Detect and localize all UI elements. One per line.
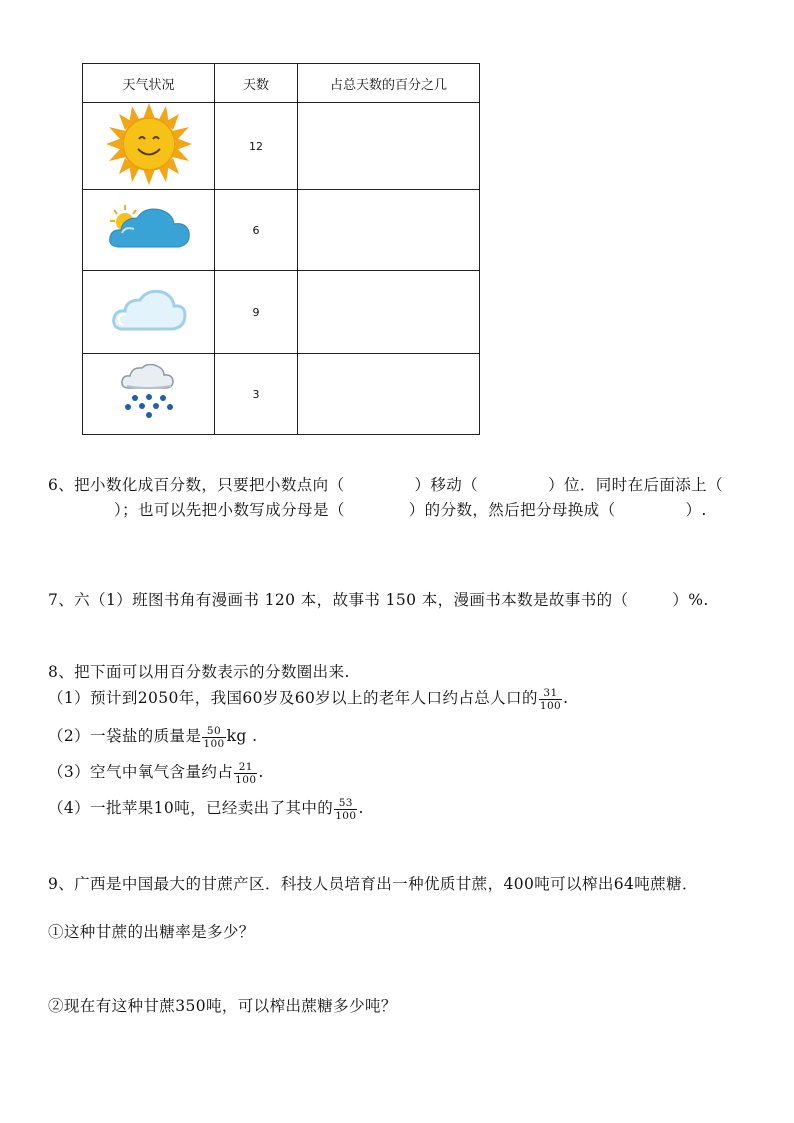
q6-text: 6、把小数化成百分数，只要把小数点向（ <box>48 476 345 494</box>
item-text: （2）一袋盐的质量是 <box>48 727 202 745</box>
q7-text: ）%. <box>672 591 709 609</box>
fraction-denominator: 100 <box>539 699 562 712</box>
fraction <box>202 725 225 750</box>
question-9-intro: 9、广西是中国最大的甘蔗产区．科技人员培育出一种优质甘蔗，400吨可以榨出64吨蔗糖． <box>48 875 698 893</box>
weather-cell <box>83 103 215 190</box>
fraction-numerator: 21 <box>234 761 257 774</box>
fraction <box>334 797 357 822</box>
table-header-row <box>83 64 480 103</box>
cloudy-icon <box>111 286 187 334</box>
question-8-item <box>48 760 746 786</box>
question-9-sub1: ①这种甘蔗的出糖率是多少？ <box>48 923 255 941</box>
percent-cell <box>298 271 480 354</box>
item-text: （1）预计到2050年，我国60岁及60岁以上的老年人口约占总人口的 <box>48 689 538 707</box>
percent-cell <box>298 354 480 435</box>
days-cell: 6 <box>215 190 298 271</box>
fraction-numerator: 31 <box>539 687 562 700</box>
fraction <box>539 687 562 712</box>
fraction-denominator: 100 <box>203 737 225 750</box>
weather-cell <box>83 271 215 354</box>
header-percent: 占总天数的百分之几 <box>298 64 480 103</box>
item-text: （4）一批苹果10吨，已经卖出了其中的 <box>48 799 334 817</box>
item-text: . <box>358 799 364 817</box>
question-9-sub2: ②现在有这种甘蔗350吨，可以榨出蔗糖多少吨？ <box>48 997 397 1015</box>
table-row <box>83 354 480 435</box>
item-text: kg . <box>226 727 258 745</box>
days-cell: 9 <box>215 271 298 354</box>
question-8-item <box>48 686 746 712</box>
item-text: （3）空气中氧气含量约占 <box>48 763 234 781</box>
q6-text: ）的分数，然后把分母换成（ <box>408 500 616 519</box>
item-text: . <box>258 763 264 781</box>
table-row <box>83 103 480 190</box>
header-days: 天数 <box>215 64 298 103</box>
snow-icon <box>119 364 179 420</box>
q7-text: 7、六（1）班图书角有漫画书 120 本，故事书 150 本，漫画书本数是故事书的（ <box>48 591 629 609</box>
weather-cell <box>83 190 215 271</box>
header-weather: 天气状况 <box>83 64 215 103</box>
sun-icon <box>106 103 192 185</box>
q6-text: ）移动（ <box>414 476 479 494</box>
question-8-item <box>48 796 746 822</box>
table-row <box>83 271 480 354</box>
days-cell: 12 <box>215 103 298 190</box>
days-cell: 3 <box>215 354 298 435</box>
percent-cell <box>298 103 480 190</box>
table-row <box>83 190 480 271</box>
weather-cell <box>83 354 215 435</box>
fraction-denominator: 100 <box>335 809 357 822</box>
weather-table <box>82 63 480 435</box>
fraction-numerator: 50 <box>202 725 225 738</box>
fraction <box>234 761 257 786</box>
question-8-title: 8、把下面可以用百分数表示的分数圈出来. <box>48 663 350 681</box>
partly-cloudy-icon <box>108 203 190 253</box>
question-7 <box>48 588 746 613</box>
percent-cell <box>298 190 480 271</box>
q6-text: ）；也可以先把小数写成分母是（ <box>114 500 345 519</box>
question-8-item <box>48 724 746 750</box>
fraction-numerator: 53 <box>334 797 357 810</box>
q6-text: ）. <box>685 500 707 519</box>
q6-text: ）位．同时在后面添上（ <box>548 476 723 494</box>
fraction-denominator: 100 <box>235 773 257 786</box>
question-6 <box>48 473 746 522</box>
item-text: . <box>563 689 569 707</box>
